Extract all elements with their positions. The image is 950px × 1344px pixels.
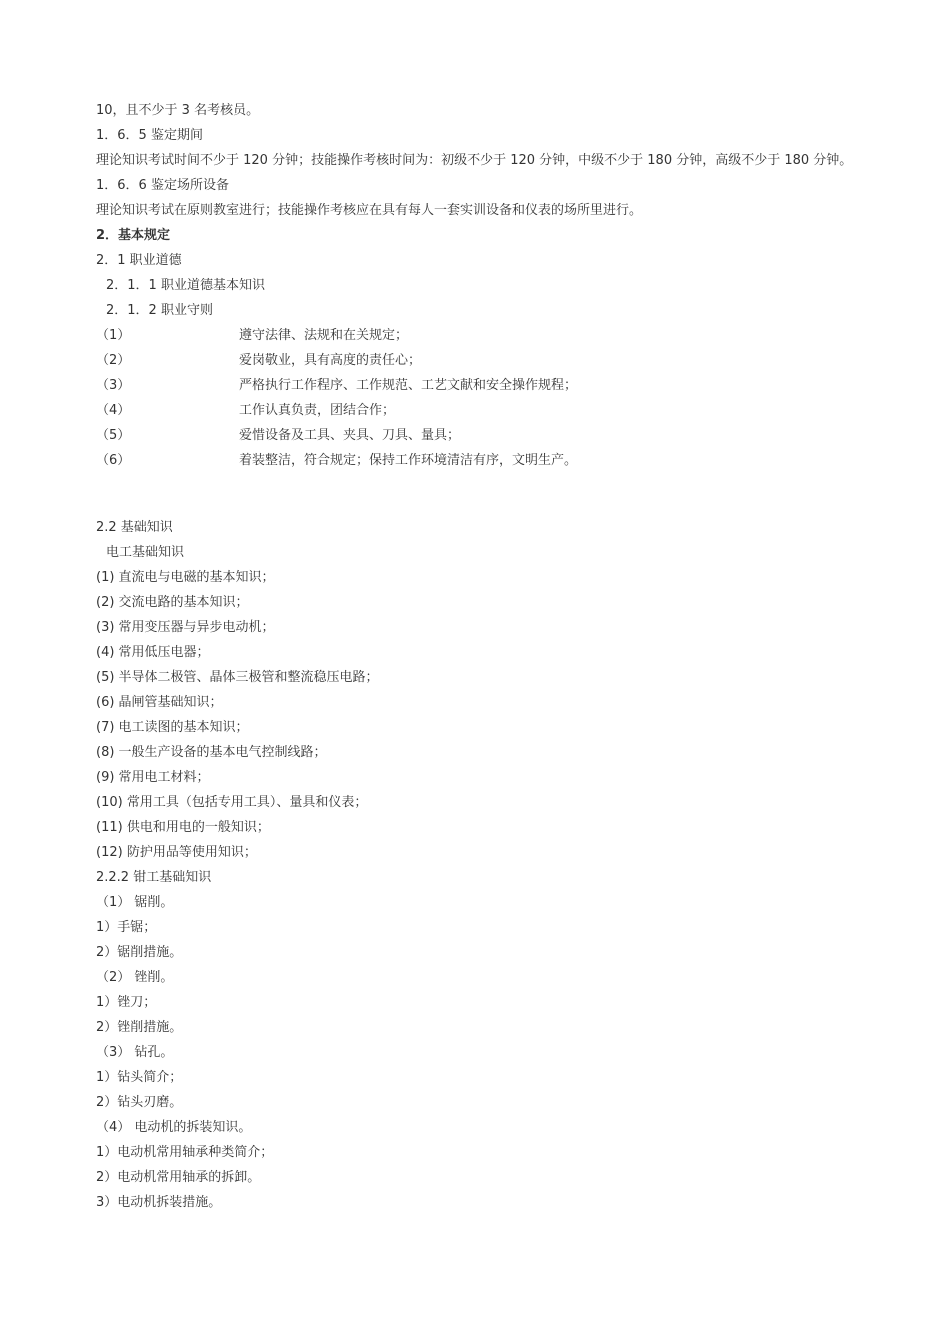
duty-number: （1） <box>96 328 131 343</box>
section-heading-2-1: 2．1 职业道德 <box>96 253 182 268</box>
list-item: （1） 锯削。 <box>96 895 174 910</box>
chapter-heading-2: 2．基本规定 <box>96 228 171 243</box>
section-heading-1-6-5: 1．6．5 鉴定期间 <box>96 128 203 143</box>
duty-number: （4） <box>96 403 131 418</box>
duty-number: （6） <box>96 453 131 468</box>
list-item: (10) 常用工具（包括专用工具）、量具和仪表； <box>96 795 368 810</box>
duty-item <box>96 348 856 373</box>
list-item: 1）锉刀； <box>96 995 157 1010</box>
electrical-basics-heading: 电工基础知识 <box>106 545 185 560</box>
list-item: (11) 供电和用电的一般知识； <box>96 820 270 835</box>
list-item: (6) 晶闸管基础知识； <box>96 695 223 710</box>
list-item: 1）电动机常用轴承种类简介； <box>96 1145 274 1160</box>
list-item: (9) 常用电工材料； <box>96 770 210 785</box>
list-item: 3）电动机拆装措施。 <box>96 1195 222 1210</box>
fitter-basics-heading: 2.2.2 钳工基础知识 <box>96 870 212 885</box>
duty-text: 爱岗敬业，具有高度的责任心； <box>239 353 422 368</box>
duty-item <box>96 423 856 448</box>
exam-duration-paragraph: 理论知识考试时间不少于 120 分钟；技能操作考核时间为：初级不少于 120 分钟，中级不少于 180 分钟，高级不少于 180 分钟。 <box>96 153 853 168</box>
list-item: （4） 电动机的拆装知识。 <box>96 1120 252 1135</box>
spacer <box>96 473 856 515</box>
list-item: (4) 常用低压电器； <box>96 645 210 660</box>
duty-item <box>96 323 856 348</box>
section-heading-2-2: 2.2 基础知识 <box>96 520 173 535</box>
duty-item <box>96 398 856 423</box>
exam-venue-paragraph: 理论知识考试在原则教室进行；技能操作考核应在具有每人一套实训设备和仪表的场所里进行。 <box>96 203 643 218</box>
document-page <box>96 98 856 1215</box>
duty-text: 严格执行工作程序、工作规范、工艺文献和安全操作规程； <box>239 378 578 393</box>
duty-text: 工作认真负责，团结合作； <box>239 403 396 418</box>
list-item: 1）钻头简介； <box>96 1070 183 1085</box>
list-item: (7) 电工读图的基本知识； <box>96 720 249 735</box>
list-item: (12) 防护用品等使用知识； <box>96 845 257 860</box>
list-item: (1) 直流电与电磁的基本知识； <box>96 570 275 585</box>
list-item: 1）手锯； <box>96 920 157 935</box>
list-item: (3) 常用变压器与异步电动机； <box>96 620 275 635</box>
duty-number: （3） <box>96 378 131 393</box>
list-item: 2）电动机常用轴承的拆卸。 <box>96 1170 261 1185</box>
list-item: 2）锉削措施。 <box>96 1020 183 1035</box>
duty-item <box>96 373 856 398</box>
subsection-heading-2-1-2: 2．1．2 职业守则 <box>106 303 213 318</box>
list-item: 2）锯削措施。 <box>96 945 183 960</box>
text-line: 10，且不少于 3 名考核员。 <box>96 103 260 118</box>
duty-list <box>96 323 856 473</box>
section-heading-1-6-6: 1．6．6 鉴定场所设备 <box>96 178 229 193</box>
duty-text: 遵守法律、法规和在关规定； <box>239 328 409 343</box>
list-item: (8) 一般生产设备的基本电气控制线路； <box>96 745 327 760</box>
list-item: (2) 交流电路的基本知识； <box>96 595 249 610</box>
duty-number: （5） <box>96 428 131 443</box>
list-item: （2） 锉削。 <box>96 970 174 985</box>
list-item: (5) 半导体二极管、晶体三极管和整流稳压电路； <box>96 670 379 685</box>
duty-number: （2） <box>96 353 131 368</box>
subsection-heading-2-1-1: 2．1．1 职业道德基本知识 <box>106 278 265 293</box>
duty-item <box>96 448 856 473</box>
electrical-basics-list <box>96 565 856 865</box>
list-item: （3） 钻孔。 <box>96 1045 174 1060</box>
duty-text: 着装整洁，符合规定；保持工作环境清洁有序，文明生产。 <box>239 453 578 468</box>
fitter-basics-list <box>96 890 856 1215</box>
list-item: 2）钻头刃磨。 <box>96 1095 183 1110</box>
duty-text: 爱惜设备及工具、夹具、刀具、量具； <box>239 428 461 443</box>
